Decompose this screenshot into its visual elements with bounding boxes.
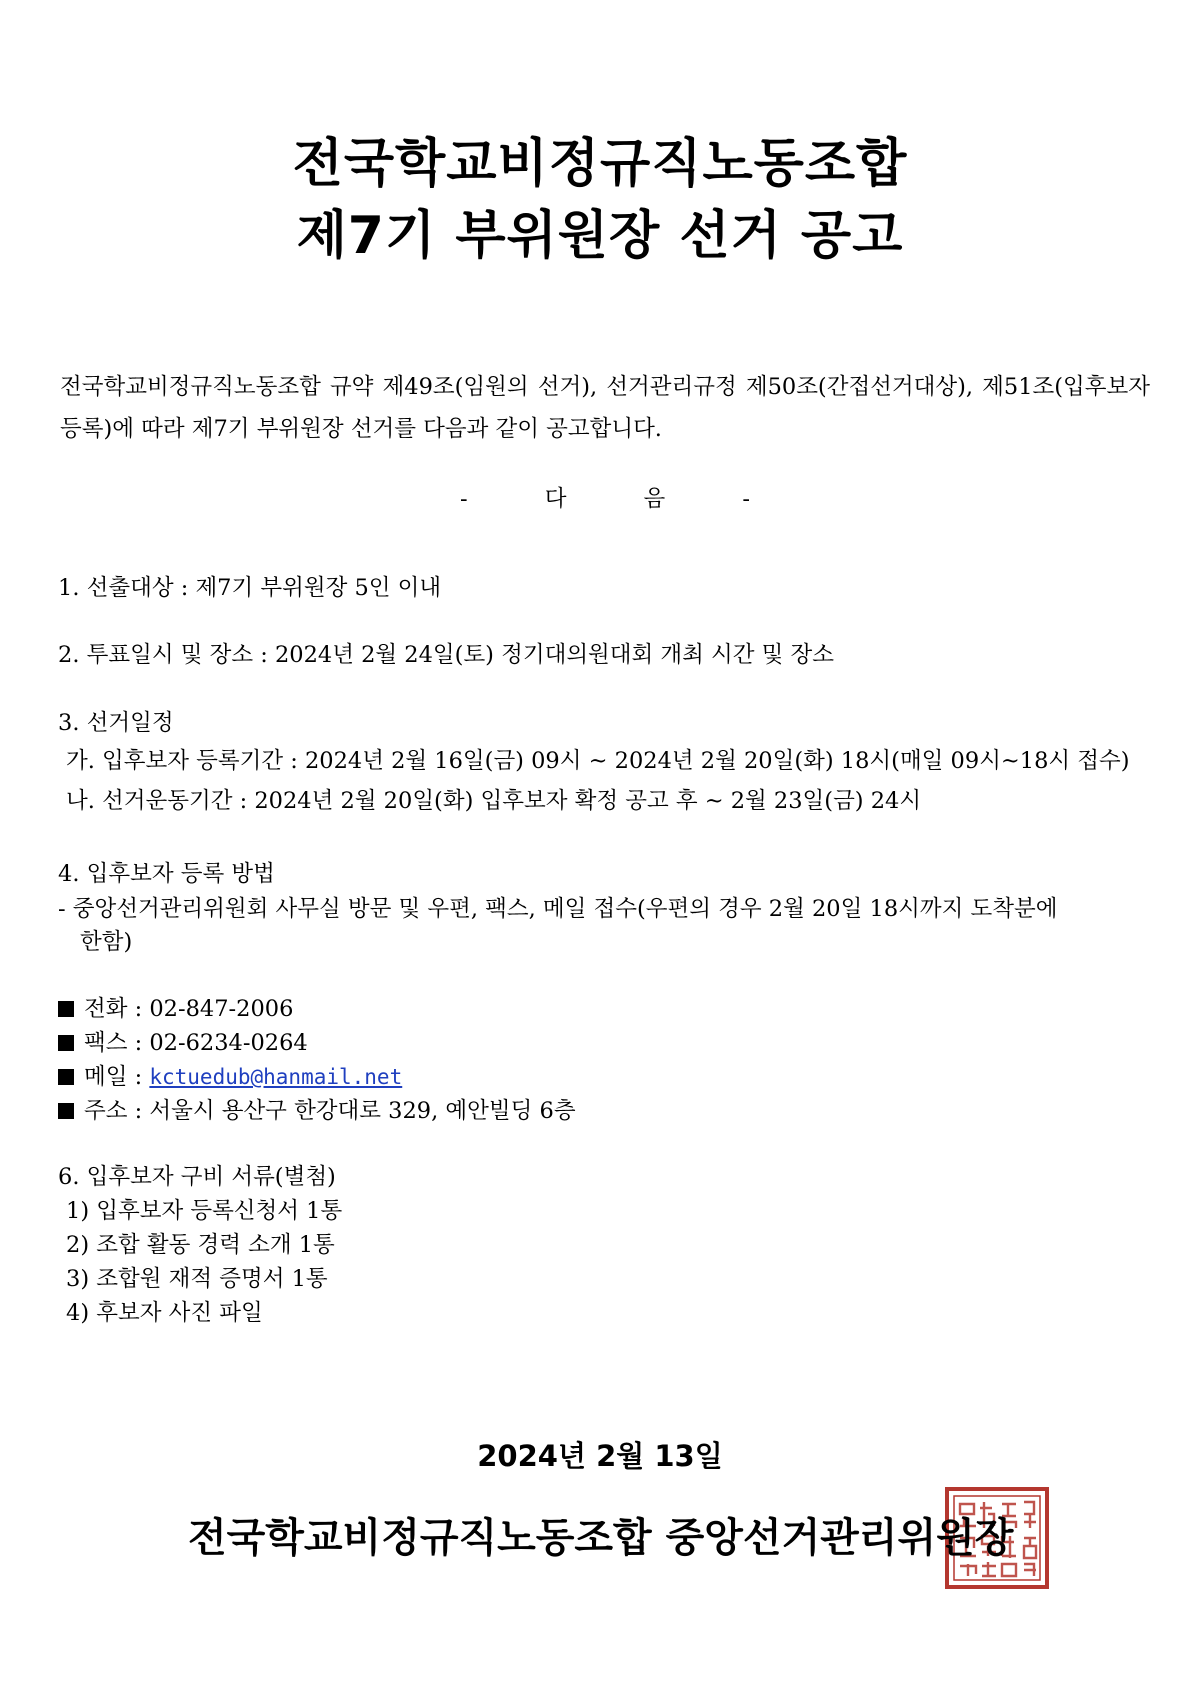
item-registration-desc: - 중앙선거관리위원회 사무실 방문 및 우편, 팩스, 메일 접수(우편의 경우 2월 20일 18시까지 도착분에	[58, 896, 1058, 922]
email-link[interactable]: kctuedub@hanmail.net	[149, 1065, 403, 1089]
square-bullet-icon	[58, 1069, 74, 1085]
item-registration-heading: 4. 입후보자 등록 방법	[58, 861, 275, 887]
contact-phone-value: 02-847-2006	[149, 996, 294, 1022]
documents-item-1: 1) 입후보자 등록신청서 1통	[66, 1198, 343, 1224]
contact-email-label: 메일 :	[84, 1064, 150, 1090]
square-bullet-icon	[58, 1035, 74, 1051]
contact-fax	[58, 1028, 308, 1058]
signature-committee-chair: 전국학교비정규직노동조합 중앙선거관리위원장	[188, 1515, 1014, 1561]
notice-date: 2024년 2월 13일	[477, 1439, 723, 1473]
documents-item-4: 4) 후보자 사진 파일	[66, 1300, 263, 1326]
documents-item-2: 2) 조합 활동 경력 소개 1통	[66, 1232, 335, 1258]
daum-char-1: 다	[544, 486, 567, 512]
contact-phone-label: 전화 :	[84, 996, 150, 1022]
documents-item-3: 3) 조합원 재적 증명서 1통	[66, 1266, 328, 1292]
daum-dash-left: -	[460, 486, 468, 512]
item-registration-desc-cont: 한함)	[80, 929, 133, 955]
daum-char-2: 음	[643, 486, 666, 512]
item-schedule-campaign: 나. 선거운동기간 : 2024년 2월 20일(화) 입후보자 확정 공고 후 ~ 2월 23일(금) 24시	[66, 788, 922, 814]
square-bullet-icon	[58, 1001, 74, 1017]
title-election-notice: 제7기 부위원장 선거 공고	[296, 206, 904, 266]
item-voting-datetime: 2. 투표일시 및 장소 : 2024년 2월 24일(토) 정기대의원대회 개최 시간 및 장소	[58, 642, 835, 668]
square-bullet-icon	[58, 1103, 74, 1119]
contact-address	[58, 1096, 576, 1126]
contact-fax-label: 팩스 :	[84, 1030, 150, 1056]
documents-heading: 6. 입후보자 구비 서류(별첨)	[58, 1164, 336, 1190]
title-union-name: 전국학교비정규직노동조합	[292, 134, 908, 194]
item-schedule-heading: 3. 선거일정	[58, 710, 174, 736]
item-candidates: 1. 선출대상 : 제7기 부위원장 5인 이내	[58, 575, 442, 601]
contact-address-value: 서울시 용산구 한강대로 329, 예안빌딩 6층	[149, 1098, 576, 1124]
contact-fax-value: 02-6234-0264	[149, 1030, 308, 1056]
daum-heading	[460, 484, 750, 514]
contact-email	[58, 1062, 402, 1092]
item-schedule-registration: 가. 입후보자 등록기간 : 2024년 2월 16일(금) 09시 ~ 2024년 2월 20일(화) 18시(매일 09시~18시 접수)	[66, 748, 1130, 774]
contact-phone	[58, 994, 293, 1024]
intro-paragraph: 전국학교비정규직노동조합 규약 제49조(임원의 선거), 선거관리규정 제50조(간접선거대상), 제51조(입후보자 등록)에 따라 제7기 부위원장 선거를 다음과 같이 공고합니다.	[60, 374, 1150, 442]
contact-address-label: 주소 :	[84, 1098, 150, 1124]
daum-dash-right: -	[742, 486, 750, 512]
